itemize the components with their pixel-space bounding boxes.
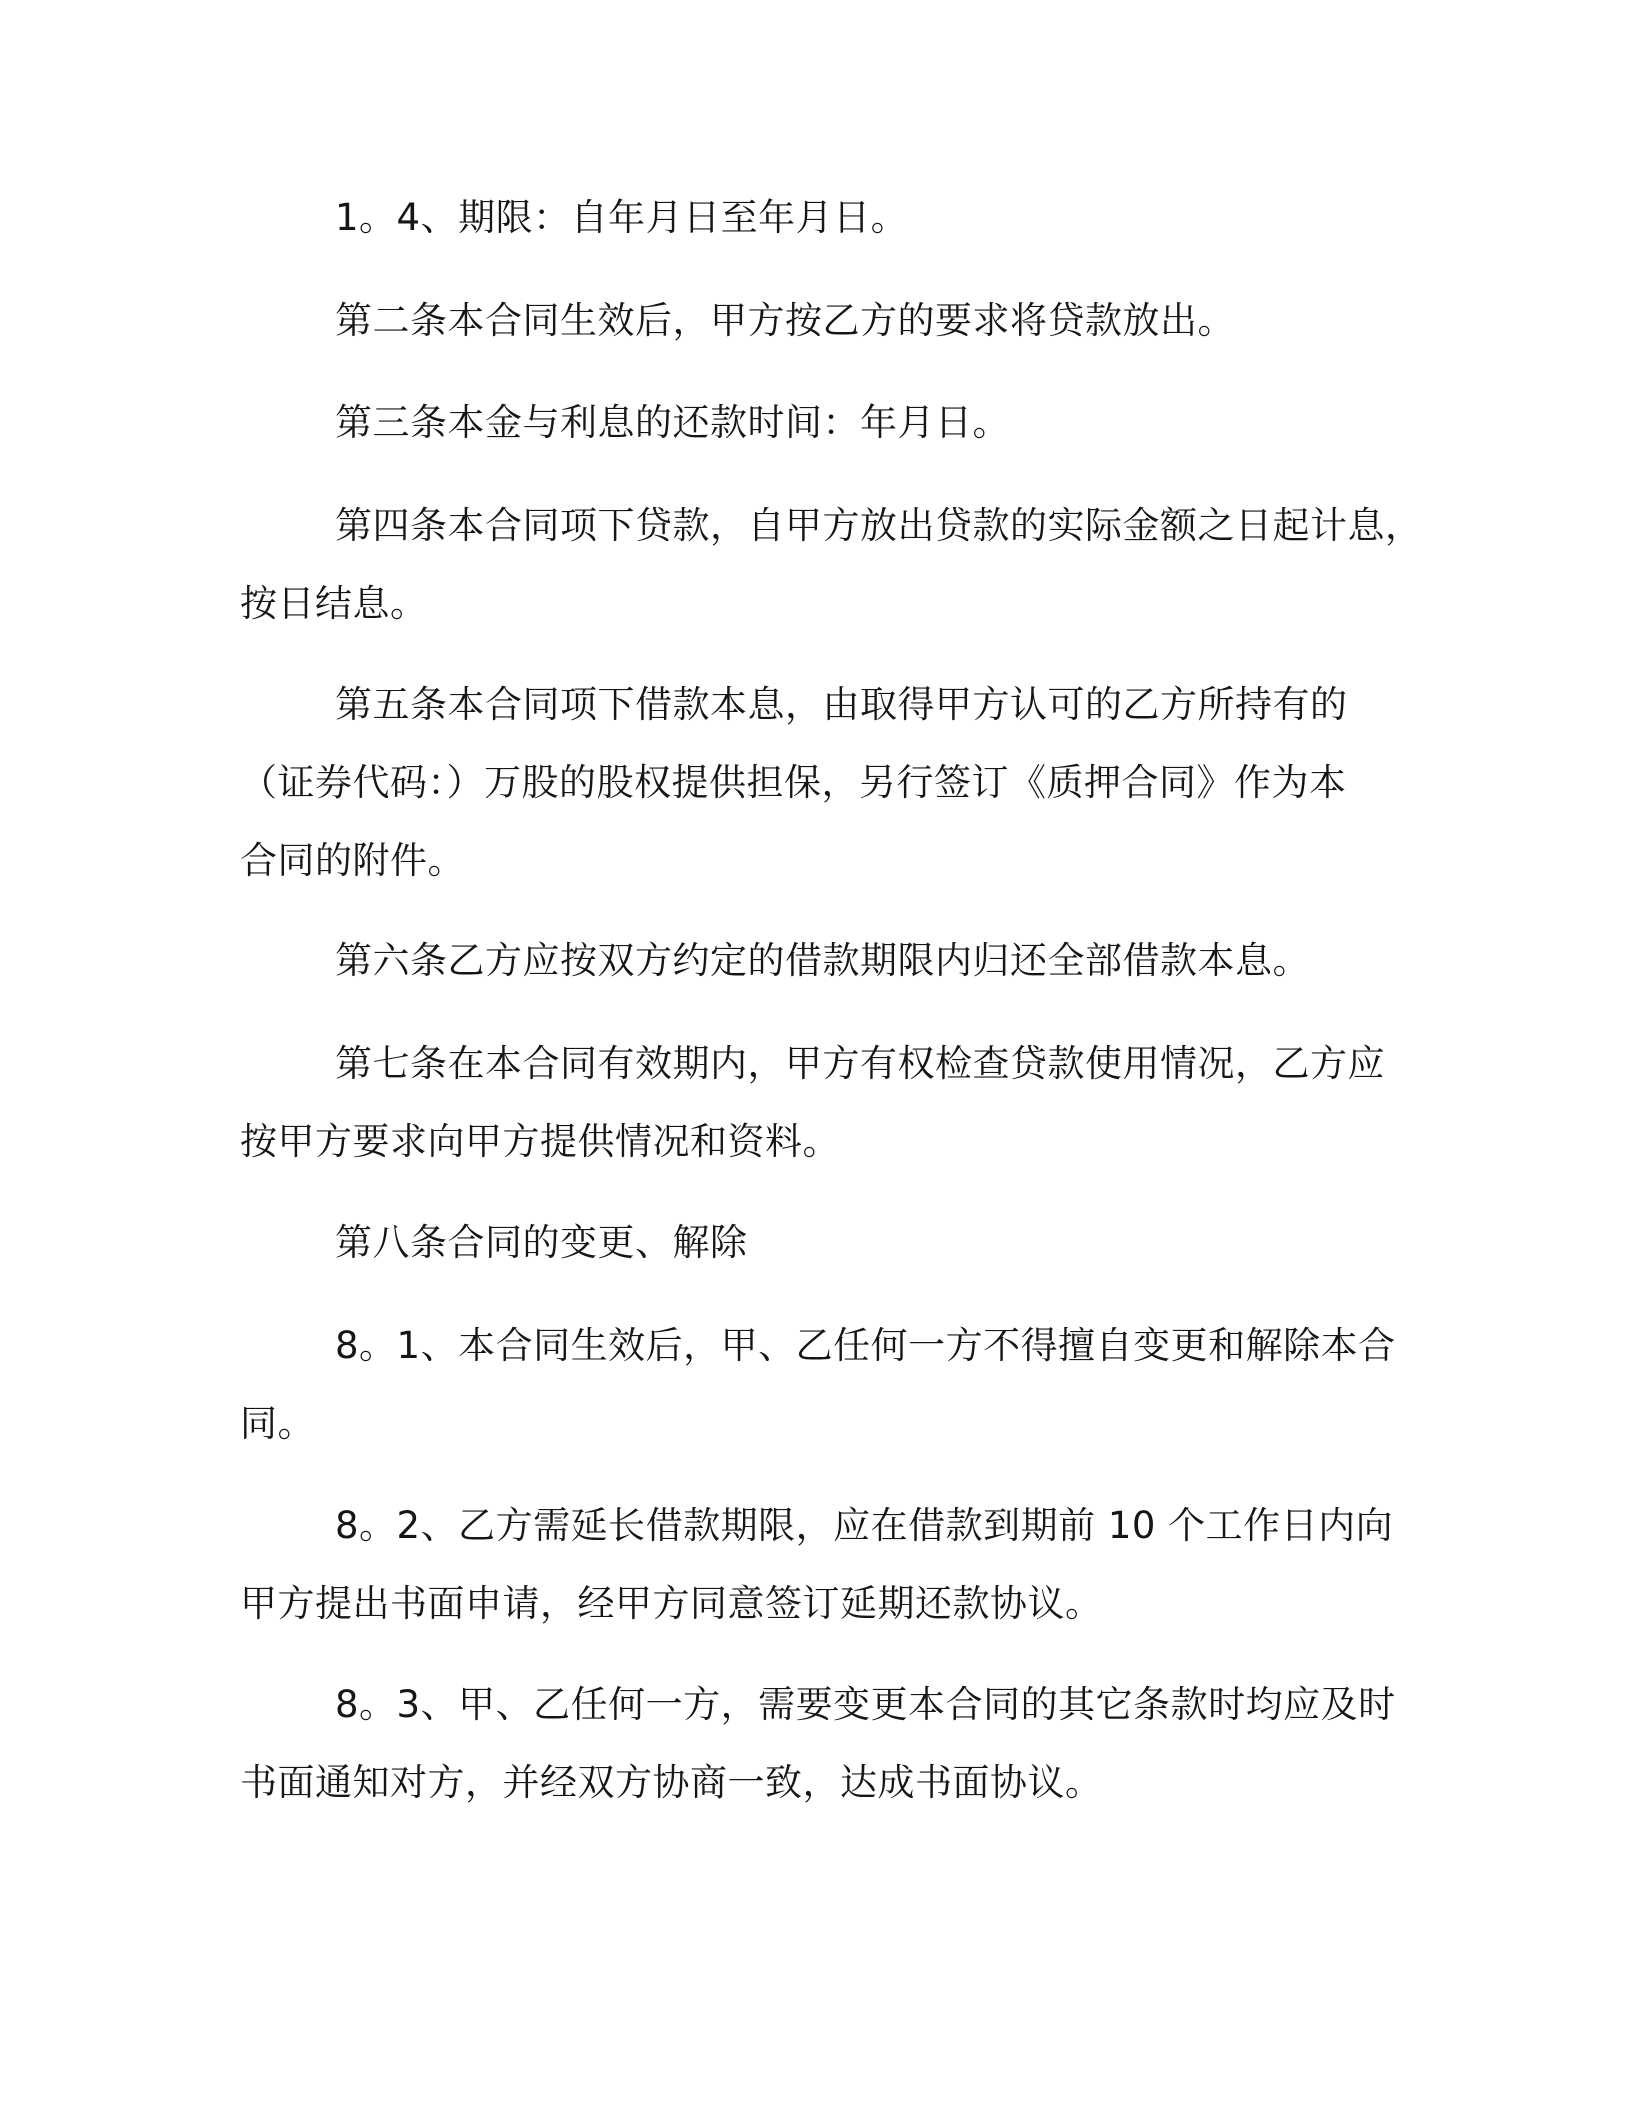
- paragraph-line: 同。: [240, 1402, 315, 1445]
- paragraph-clause-8-2: [240, 1487, 1394, 1643]
- paragraph-article-7: [240, 1025, 1390, 1181]
- paragraph-line: 第四条本合同项下贷款，自甲方放出贷款的实际金额之日起计息，: [335, 504, 1423, 547]
- paragraph-line: 8。3、甲、乙任何一方，需要变更本合同的其它条款时均应及时: [335, 1683, 1396, 1726]
- paragraph-line: 按甲方要求向甲方提供情况和资料。: [240, 1120, 840, 1163]
- paragraph-line: 8。2、乙方需延长借款期限，应在借款到期前 10 个工作日内向: [335, 1504, 1394, 1547]
- paragraph-line: 按日结息。: [240, 582, 428, 625]
- paragraph-article-6: [240, 922, 1390, 1000]
- paragraph-article-8-heading: [240, 1204, 1390, 1282]
- paragraph-line: 第五条本合同项下借款本息，由取得甲方认可的乙方所持有的: [335, 683, 1348, 726]
- paragraph-line: 1。4、期限：自年月日至年月日。: [335, 196, 909, 239]
- paragraph-line: （证券代码：）万股的股权提供担保，另行签订《质押合同》作为本: [240, 761, 1347, 804]
- paragraph-line: 甲方提出书面申请，经甲方同意签订延期还款协议。: [240, 1582, 1103, 1625]
- paragraph-term: [240, 179, 1390, 257]
- paragraph-article-2: [240, 282, 1390, 360]
- paragraph-line: 第八条合同的变更、解除: [335, 1221, 748, 1264]
- paragraph-article-5: [240, 666, 1390, 900]
- paragraph-line: 第七条在本合同有效期内，甲方有权检查贷款使用情况，乙方应: [335, 1042, 1385, 1085]
- paragraph-line: 合同的附件。: [240, 839, 465, 882]
- paragraph-line: 第二条本合同生效后，甲方按乙方的要求将贷款放出。: [335, 299, 1235, 342]
- paragraph-line: 8。1、本合同生效后，甲、乙任何一方不得擅自变更和解除本合: [335, 1324, 1396, 1367]
- paragraph-line: 书面通知对方，并经双方协商一致，达成书面协议。: [240, 1761, 1103, 1804]
- paragraph-line: 第三条本金与利息的还款时间：年月日。: [335, 401, 1010, 444]
- paragraph-clause-8-3: [240, 1666, 1396, 1822]
- paragraph-line: 第六条乙方应按双方约定的借款期限内归还全部借款本息。: [335, 939, 1310, 982]
- paragraph-clause-8-1: [240, 1307, 1396, 1463]
- paragraph-article-3: [240, 384, 1390, 462]
- paragraph-article-4: [240, 487, 1423, 643]
